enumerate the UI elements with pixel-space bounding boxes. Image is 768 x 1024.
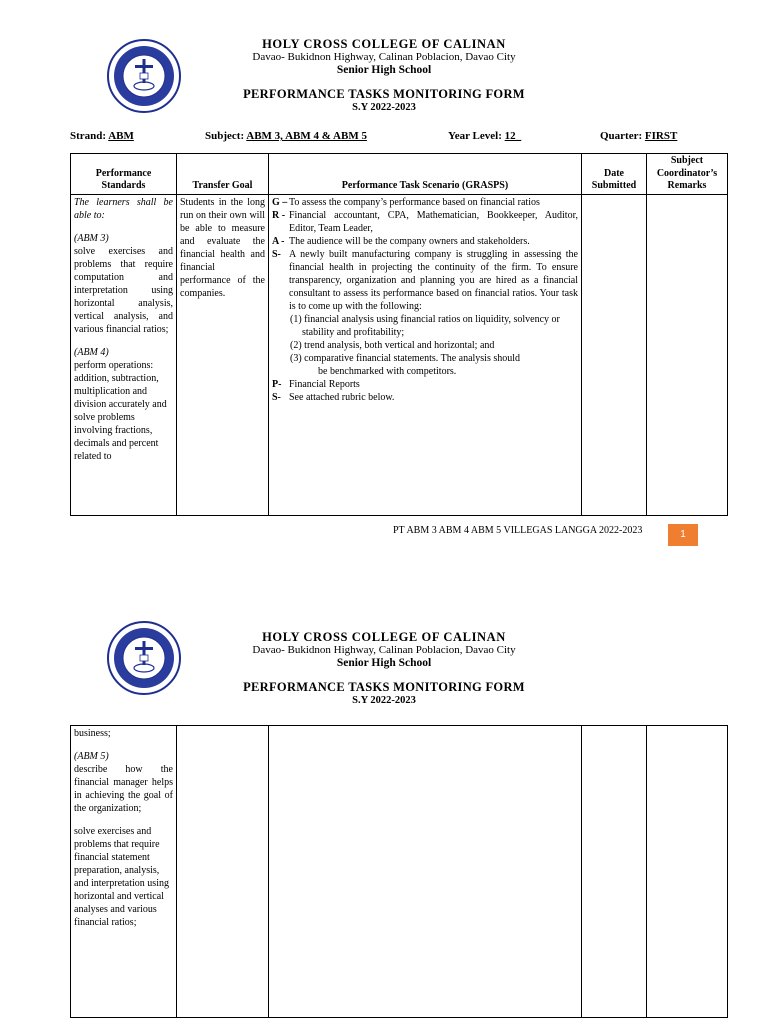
quarter-label: Quarter: <box>600 130 643 142</box>
grasps-cell <box>269 726 582 1018</box>
strand-label: Strand: <box>70 130 107 142</box>
grasps-role <box>272 209 578 235</box>
grasps-product <box>272 378 578 391</box>
school-address: Davao- Bukidnon Highway, Calinan Poblacion, Davao City <box>252 51 516 64</box>
col-coordinator-remarks: Subject Coordinator’s Remarks <box>647 154 728 195</box>
col-performance-standards: Performance Standards <box>71 154 177 195</box>
abm5-text-1: describe how the financial manager helps in achieving the goal of the organization; <box>74 764 173 814</box>
document-header <box>0 37 768 114</box>
abm5-label: (ABM 5) <box>74 751 109 762</box>
table-row <box>71 194 728 515</box>
subject-value: ABM 3, ABM 4 & ABM 5 <box>246 130 367 142</box>
performance-task-table-continued <box>70 725 728 1018</box>
school-year: S.Y 2022-2023 <box>352 101 416 113</box>
grasps-audience-label: A - <box>272 235 285 247</box>
abm4-label: (ABM 4) <box>74 346 109 358</box>
strand-field <box>70 130 134 142</box>
task-item-3: (3) comparative financial statements. The analysis should <box>290 352 521 364</box>
remarks-cell <box>647 194 728 515</box>
grasps-situation <box>272 248 578 313</box>
subject-label: Subject: <box>205 130 245 142</box>
grasps-situation-text: A newly built manufacturing company is struggling in assessing the financial health in projecting the continuity of the firm. To ensure transparency, organization and planning you are hired as a financial consultant to assess its performance based on financial ratios. Your task is to come up with the following: <box>289 248 578 312</box>
abm5-text-2: solve exercises and problems that require financial statement preparation, analysis, and interpretation using horizontal and vertical analyses and various financial ratios; <box>74 826 169 928</box>
date-submitted-cell <box>582 194 647 515</box>
year-level-value: 12_ <box>504 130 522 142</box>
strand-value: ABM <box>108 130 134 142</box>
school-year: S.Y 2022-2023 <box>352 694 416 706</box>
abm3-label: (ABM 3) <box>74 232 109 244</box>
form-title: PERFORMANCE TASKS MONITORING FORM <box>243 87 525 102</box>
transfer-goal-cell: Students in the long run on their own will be able to measure and evaluate the financial health and financial performance of the companies. <box>177 194 269 515</box>
document-header <box>0 630 768 707</box>
performance-standards-cell <box>71 194 177 515</box>
date-submitted-cell <box>582 726 647 1018</box>
col-date-submitted: Date Submitted <box>582 154 647 195</box>
quarter-field <box>600 130 677 142</box>
grasps-goal <box>272 196 578 209</box>
form-title: PERFORMANCE TASKS MONITORING FORM <box>243 680 525 695</box>
remarks-cell <box>647 726 728 1018</box>
school-division: Senior High School <box>336 64 432 77</box>
table-header-row <box>71 154 728 195</box>
year-level-label: Year Level: <box>448 130 502 142</box>
grasps-audience <box>272 235 578 248</box>
form-meta-row <box>70 130 710 144</box>
grasps-situation-label: S- <box>272 248 281 260</box>
subject-field <box>205 130 367 142</box>
task-item-1: (1) financial analysis using financial ratios on liquidity, solvency or stability and profitability; <box>290 313 560 338</box>
abm3-text: solve exercises and problems that require computation and interpretation using horizontal analysis, vertical analysis, and various financial ratios; <box>74 245 173 335</box>
page-gap <box>0 560 768 600</box>
grasps-product-label: P- <box>272 378 282 390</box>
school-division: Senior High School <box>336 657 432 670</box>
school-address: Davao- Bukidnon Highway, Calinan Poblacion, Davao City <box>252 644 516 657</box>
grasps-audience-text: The audience will be the company owners and stakeholders. <box>289 235 530 247</box>
school-name: HOLY CROSS COLLEGE OF CALINAN <box>262 37 506 51</box>
cont-business: business; <box>74 728 111 739</box>
grasps-standards-text: See attached rubric below. <box>289 391 395 403</box>
quarter-value: FIRST <box>644 130 678 142</box>
performance-standards-cell <box>71 726 177 1018</box>
task-item-2: (2) trend analysis, both vertical and horizontal; and <box>290 339 495 351</box>
grasps-role-label: R - <box>272 209 286 221</box>
grasps-role-text: Financial accountant, CPA, Mathematician, Bookkeeper, Auditor, Editor, Team Leader, <box>289 209 578 234</box>
performance-task-table <box>70 153 728 516</box>
grasps-cell <box>269 194 582 515</box>
col-task-scenario: Performance Task Scenario (GRASPS) <box>269 154 582 195</box>
footer-doc-name: PT ABM 3 ABM 4 ABM 5 VILLEGAS LANGGA 2022-2023 <box>393 525 643 536</box>
task-item-3-cont: be benchmarked with competitors. <box>318 365 457 377</box>
col-transfer-goal: Transfer Goal <box>177 154 269 195</box>
abm4-text: perform operations: addition, subtraction, multiplication and division accurately and solve problems involving fractions, decimals and percent related to <box>74 359 167 462</box>
standards-intro: The learners shall be able to: <box>74 196 173 221</box>
grasps-goal-label: G – <box>272 196 288 208</box>
page-number-badge: 1 <box>668 524 698 546</box>
year-level-field <box>448 130 521 142</box>
grasps-standards <box>272 391 578 404</box>
grasps-goal-text: To assess the company’s performance based on financial ratios <box>289 196 540 208</box>
transfer-goal-cell <box>177 726 269 1018</box>
school-name: HOLY CROSS COLLEGE OF CALINAN <box>262 630 506 644</box>
table-row <box>71 726 728 1018</box>
grasps-standards-label: S- <box>272 391 281 403</box>
grasps-product-text: Financial Reports <box>289 378 360 390</box>
